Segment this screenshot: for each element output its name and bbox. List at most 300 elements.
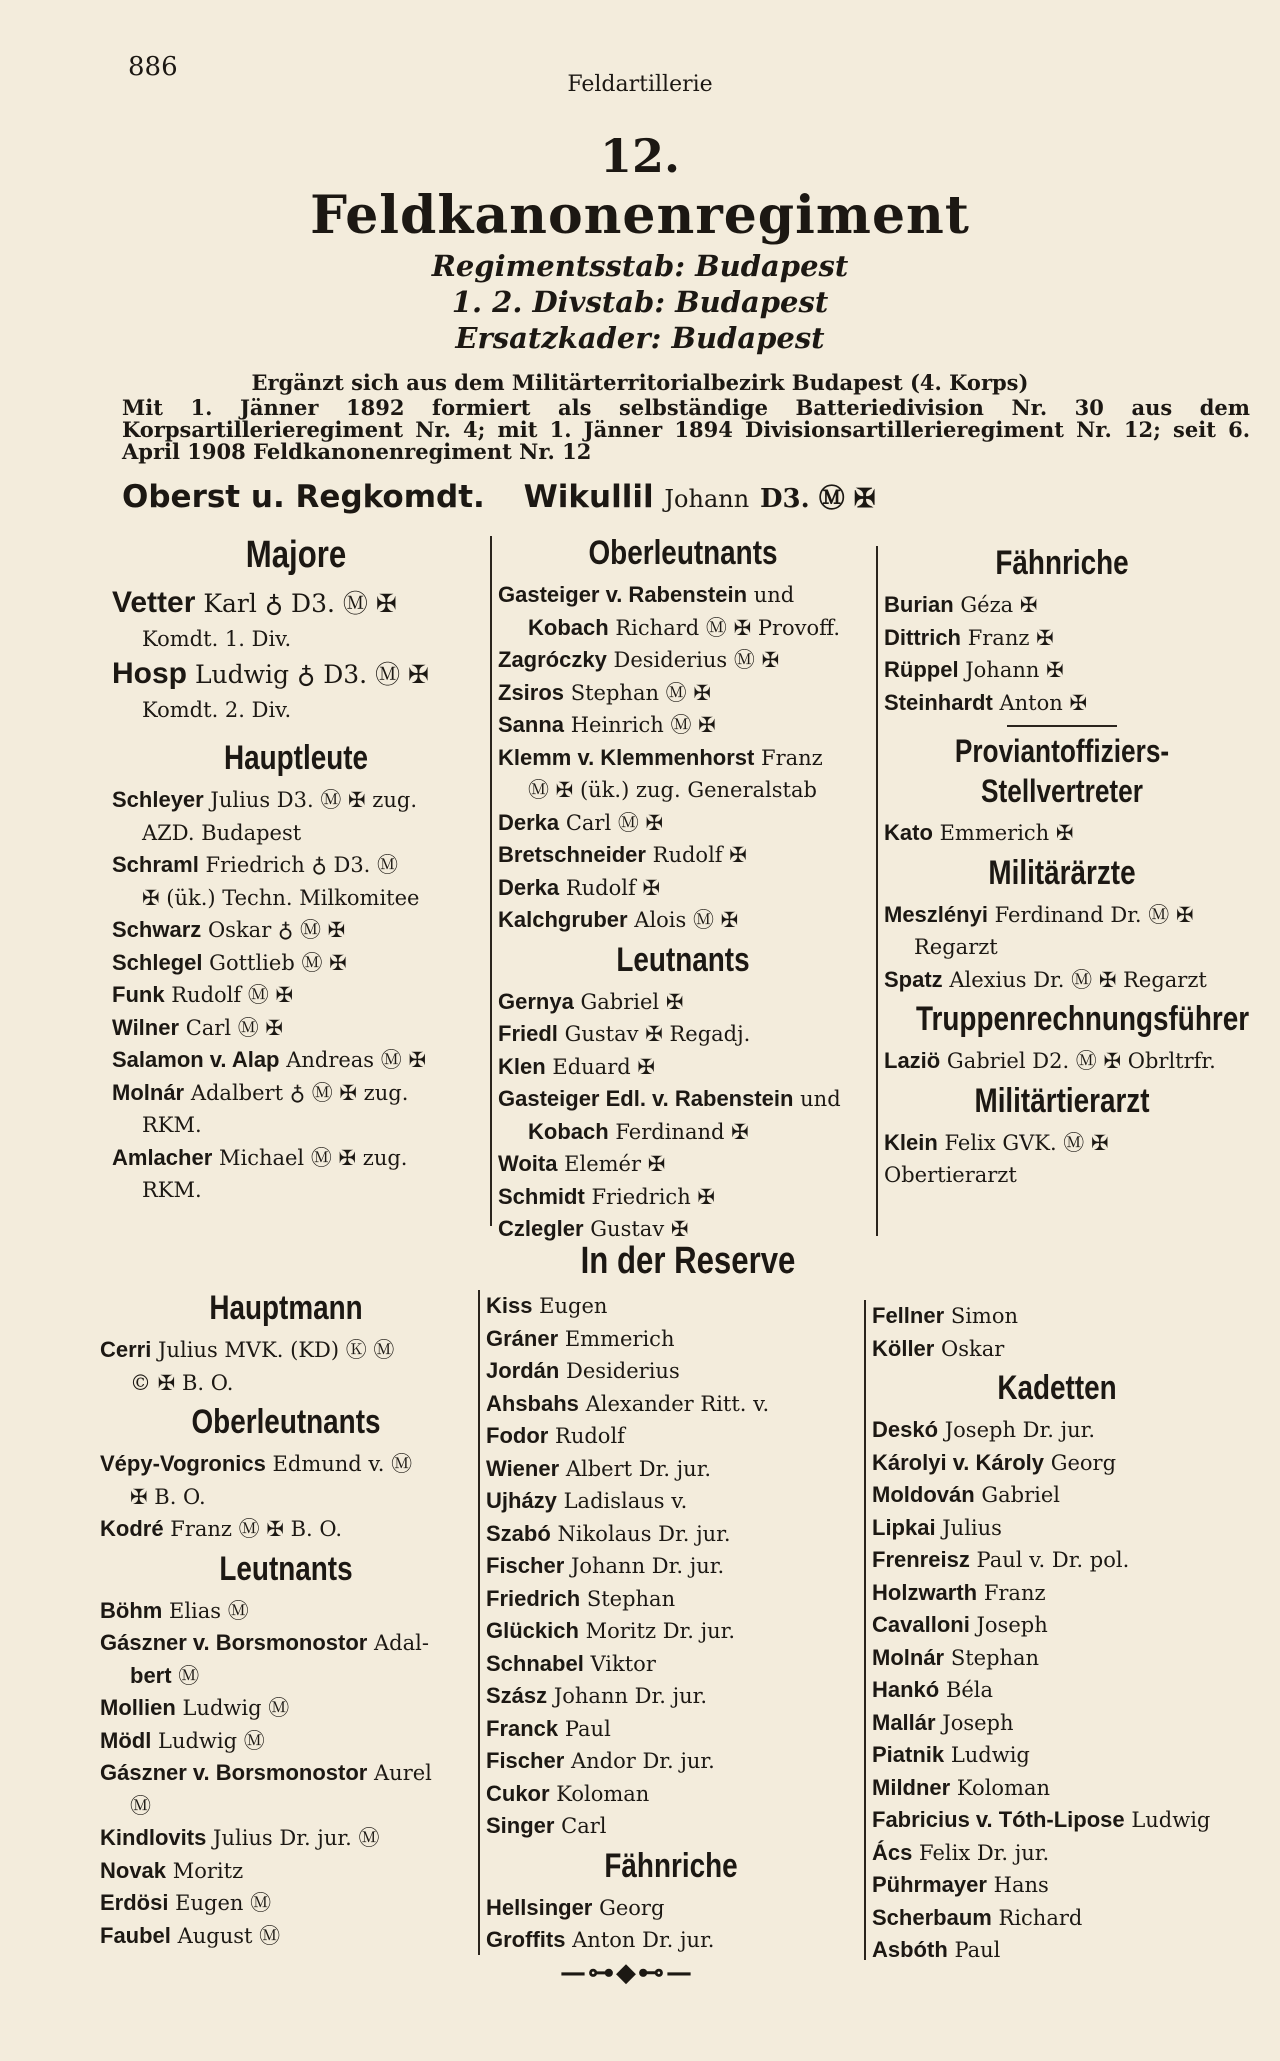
decorations: ✠ [647,1152,666,1176]
first-name: Felix Dr. jur. [919,1840,1050,1865]
decorations: ♁ Ⓜ ✠ zug. [289,1080,409,1105]
surname: Friedl [498,1021,558,1046]
surname: Kiss [486,1293,533,1318]
first-name: und [800,1087,841,1111]
surname: Ujházy [486,1488,557,1513]
list-item [486,1485,856,1518]
list-item [884,589,1240,622]
first-name: Ludwig [950,1743,1030,1767]
list-item [100,1920,472,1953]
surname: Deskó [872,1417,939,1442]
list-item [884,817,1240,850]
surname: Szász [486,1683,548,1708]
first-name: Heinrich [570,713,664,737]
first-name: Rudolf [565,875,636,900]
list-item [486,1892,856,1925]
first-name: Paul [564,1716,611,1741]
decorations: Ⓜ ✠ [301,950,347,975]
first-name: Franz [983,1580,1046,1605]
end-ornament: —⊶◆⊷— [560,1958,694,1988]
first-name: Felix [944,1130,996,1155]
first-name: Alexius Dr. [949,967,1065,992]
surname: Wilner [112,1014,180,1040]
list-kadetten [872,1414,1242,1967]
list-res-leutnants-cont [486,1290,856,1843]
decorations: Ⓜ ✠ [665,680,711,705]
first-name-cont: Ferdinand [615,1119,725,1144]
first-name: Rudolf [652,843,723,867]
continuation: AZD. Budapest [142,820,302,845]
surname: Gernya [498,988,574,1014]
first-name: Alexander Ritt. v. [585,1391,770,1416]
first-name: Oskar [941,1336,1005,1361]
commander-decorations: D3. Ⓜ ✠ [759,484,876,514]
first-name: Oskar [207,918,272,942]
surname: Wiener [486,1455,560,1481]
continuation: ✠ B. O. [130,1484,206,1509]
decorations: ♁ D3. Ⓜ ✠ [297,660,429,689]
first-name: Viktor [590,1651,656,1676]
first-name: Paul [954,1938,1001,1962]
decorations: D3. Ⓜ ✠ zug. [276,788,417,812]
decorations: Ⓜ ✠ [237,1015,284,1040]
surname: Molnár [112,1079,185,1105]
list-item [498,579,868,644]
first-name: Carl [185,1015,232,1040]
first-name: Ludwig [182,1696,262,1720]
surname: Gászner v. Borsmonostor [100,1630,368,1655]
column-active-3 [884,540,1250,1192]
surname: Klein [884,1129,938,1155]
first-name: Karl [203,589,257,618]
list-item [884,654,1240,687]
heading-majore: Majore [245,534,347,576]
continuation: Regarzt [914,935,998,959]
surname: Glückich [486,1618,579,1643]
list-item [498,1148,868,1181]
decorations: ✠ [642,875,661,900]
first-name: Johann Dr. jur. [570,1554,725,1578]
first-name: Ferdinand Dr. [994,902,1142,927]
first-name: Ludwig [194,660,290,689]
surname: Hankó [872,1677,940,1702]
surname: Derka [498,809,560,835]
heading-hauptmann: Hauptmann [209,1289,363,1327]
first-name: Desiderius [566,1359,680,1383]
surname: Schraml [112,852,199,877]
list-item [872,1837,1242,1870]
surname: Derka [498,874,560,900]
surname: Cerri [100,1337,152,1362]
list-item [112,583,480,654]
surname: Sanna [498,712,565,737]
list-item [498,644,868,677]
column-active-1 [112,530,480,1207]
decorations: ✠ [729,843,747,867]
list-item [112,1077,480,1142]
decorations: Ⓜ ✠ Regarzt [1071,967,1207,992]
continuation: RKM. [142,1113,202,1137]
column-reserve-1 [100,1285,472,1952]
list-item [884,1127,1240,1192]
list-item [498,677,868,710]
list-item [486,1323,856,1356]
list-hauptleute [112,784,480,1207]
decorations-cont: Ⓜ ✠ (ük.) zug. Generalstab [528,778,817,802]
column-reserve-3 [872,1300,1242,1967]
surname-cont: Kobach [528,1118,609,1144]
surname: Schnabel [486,1650,584,1676]
heading-res-fahnriche: Fähnriche [604,1846,738,1885]
list-item [100,1448,472,1513]
list-militararzte [884,899,1240,997]
first-name: Albert Dr. jur. [565,1456,712,1481]
surname: Gráner [486,1325,559,1351]
list-item [100,1595,472,1628]
list-item [100,1725,472,1758]
continuation [100,1660,472,1693]
first-name: Moritz Dr. jur. [585,1619,736,1643]
list-item [486,1810,856,1843]
first-name: Michael [218,1145,305,1170]
list-oberleutnants [498,579,868,937]
first-name: Julius [210,788,271,812]
list-item [112,947,480,980]
surname: Mildner [872,1774,951,1800]
first-name: Friedrich [205,853,305,877]
list-item [486,1615,856,1648]
list-item [486,1518,856,1551]
list-item [872,1739,1242,1772]
first-name: Emmerich [939,821,1050,845]
list-item [498,709,868,742]
list-item [486,1453,856,1486]
surname: Böhm [100,1597,163,1623]
list-item [486,1924,856,1957]
list-item [498,807,868,840]
regiment-number: 12. [599,129,681,183]
list-item [884,622,1240,655]
list-item [498,1018,868,1051]
first-name: Johann [965,658,1040,682]
list-item [872,1300,1242,1333]
heading-reserve: In der Reserve [580,1240,796,1282]
list-item [872,1609,1242,1642]
first-name: Franz [170,1517,232,1541]
list-item [486,1420,856,1453]
heading-militartierarzt: Militärtierarzt [974,1081,1150,1120]
list-item [872,1414,1242,1447]
surname: Károlyi v. Károly [872,1449,1044,1475]
surname: Hellsinger [486,1894,593,1920]
first-name-cont: Richard [615,615,700,640]
staff-line: Ersatzkader: Budapest [455,321,825,355]
continuation: © ✠ B. O. [130,1370,234,1395]
list-res-leutnants [100,1595,472,1953]
list-item [872,1577,1242,1610]
first-name: Joseph [976,1613,1048,1637]
column-active-2 [498,530,868,1246]
regiment-name: Feldkanonenregiment [310,185,970,246]
first-name: Eugen [175,1891,244,1915]
heading-kadetten: Kadetten [997,1369,1117,1407]
list-item [872,1707,1242,1740]
first-name: Julius [158,1338,218,1362]
decorations: Ⓜ [358,1826,380,1850]
commander-surname: Wikullil [523,479,654,515]
list-truppenrechnungsfuhrer [884,1045,1240,1078]
decorations: ♁ D3. Ⓜ ✠ [264,589,397,618]
list-item [486,1388,856,1421]
decorations: ✠ [1046,658,1064,682]
first-name: Edmund [272,1452,362,1476]
surname: Fabricius v. Tóth-Lipose [872,1807,1125,1832]
decorations: ✠ [637,1054,655,1079]
first-name: Alois [634,908,687,932]
surname: Dittrich [884,624,961,650]
list-item [872,1869,1242,1902]
surname: Fischer [486,1748,565,1773]
surname: Gasteiger Edl. v. Rabenstein [498,1086,794,1111]
first-name: Gabriel [981,1483,1060,1507]
decorations: Ⓜ ✠ [670,713,716,737]
surname: Fodor [486,1423,549,1448]
first-name: Gustav [590,1217,665,1241]
first-name: August [177,1923,253,1948]
surname: Spatz [884,966,943,992]
decorations: ✠ [1019,593,1038,617]
first-name: Gottlieb [209,950,295,975]
first-name: Stephan [586,1586,676,1611]
surname: Burian [884,592,954,617]
first-name: Richard [998,1905,1083,1930]
surname: Fellner [872,1303,945,1328]
decorations: Ⓜ ✠ [247,983,294,1007]
commander-line [122,478,876,515]
erganzung-line: Ergänzt sich aus dem Militärterritorialbezirk Budapest (4. Korps) [251,370,1029,395]
surname: Steinhardt [884,689,993,715]
first-name: Moritz [172,1858,244,1883]
list-item [100,1887,472,1920]
list-item [100,1334,472,1399]
heading-res-leutnants: Leutnants [219,1549,353,1588]
surname: Vépy-Vogronics [100,1451,266,1476]
surname: Franck [486,1715,559,1741]
list-militartierarzt [884,1127,1240,1192]
first-name: Ludwig [158,1728,238,1753]
decorations: Ⓜ ✠ B. O. [238,1517,343,1541]
surname: Molnár [872,1644,945,1670]
heading-militararzte: Militärärzte [988,853,1136,892]
decorations: Ⓜ ✠ [380,1048,427,1072]
surname: Salamon v. Alap [112,1047,280,1072]
list-item [498,1083,868,1148]
list-item [486,1680,856,1713]
column-rule [876,546,878,1236]
staff-line: Regimentsstab: Budapest [431,249,849,283]
surname: Cukor [486,1780,550,1806]
list-item [100,1822,472,1855]
list-majore [112,583,480,725]
list-item [112,914,480,947]
continuation [498,612,868,645]
first-name: Adalbert [190,1080,284,1105]
surname: Schmidt [498,1183,585,1209]
surname: Cavalloni [872,1612,970,1637]
running-head: Feldartillerie [567,72,713,97]
first-name: Carl [561,1814,607,1838]
first-name: Franz [967,625,1030,650]
continuation [498,774,868,807]
surname: Rüppel [884,657,959,682]
surname: Singer [486,1813,555,1838]
decorations-cont: Ⓜ [178,1663,200,1688]
decorations: ✠ [1055,821,1074,845]
surname: Scherbaum [872,1904,992,1930]
first-name: Simon [950,1304,1019,1328]
title-block [0,128,1280,356]
first-name: Anton Dr. jur. [572,1928,715,1952]
list-item [498,839,868,872]
first-name: Joseph Dr. jur. [944,1418,1096,1442]
decorations: Ⓜ [227,1598,249,1623]
list-item [872,1544,1242,1577]
list-item [100,1513,472,1546]
first-name: Paul v. Dr. pol. [976,1548,1130,1572]
list-item [872,1804,1242,1837]
decorations: ✠ Regadj. [645,1022,751,1046]
list-item [872,1772,1242,1805]
surname: Szabó [486,1520,551,1546]
list-item [498,1181,868,1214]
decorations: Ⓜ ✠ [693,908,739,932]
surname: Ács [872,1839,913,1865]
continuation [498,1116,868,1149]
first-name: Eduard [552,1054,631,1079]
surname: Holzwarth [872,1579,978,1605]
list-item [872,1479,1242,1512]
list-item [498,904,868,937]
first-name: Rudolf [555,1424,625,1448]
surname: Gászner v. Borsmonostor [100,1760,368,1785]
list-item [884,1045,1240,1078]
heading-truppenrechnungsfuhrer: Truppenrechnungsführer [916,1000,1250,1038]
surname-cont: bert [130,1662,172,1688]
first-name: Georg [1050,1450,1117,1475]
surname: Mödl [100,1727,152,1753]
surname: Groffits [486,1927,566,1952]
decorations: Ⓜ [243,1728,265,1753]
first-name: Rudolf [171,983,242,1007]
list-item [100,1627,472,1692]
list-item [872,1934,1242,1967]
decorations: GVK. Ⓜ ✠ Obertierarzt [884,1130,1109,1187]
surname: Kato [884,820,933,845]
surname: Amlacher [112,1144,213,1170]
surname: Erdösi [100,1890,169,1915]
heading-hauptleute: Hauptleute [223,739,369,777]
surname: Mollien [100,1695,176,1720]
list-fahnriche [884,589,1240,719]
first-name: Stephan [950,1645,1040,1670]
first-name: Anton [999,690,1063,715]
decorations: Ⓜ ✠ zug. [310,1145,408,1170]
first-name: Eugen [539,1294,608,1318]
first-name: Julius Dr. jur. [213,1826,352,1850]
list-item [872,1447,1242,1480]
first-name: Andreas [286,1048,375,1072]
first-name: Franz [761,745,823,770]
surname: Kodré [100,1516,164,1541]
surname: Gasteiger v. Rabenstein [498,582,748,607]
list-item [112,784,480,849]
first-name: Nikolaus Dr. jur. [557,1521,731,1546]
list-item [872,1902,1242,1935]
decorations: ♁ D3. Ⓜ [311,853,399,877]
list-item [112,1142,480,1207]
first-name: Ludwig [1131,1808,1211,1832]
sub-line: Komdt. 2. Div. [142,698,292,722]
surname: Schleyer [112,787,204,812]
first-name: Koloman [956,1775,1051,1800]
surname: Mallár [872,1709,936,1735]
first-name: Gustav [564,1022,639,1046]
surname: Funk [112,982,165,1007]
heading-oberleutnants: Oberleutnants [588,534,778,572]
page-number: 886 [128,52,178,82]
surname: Woita [498,1151,558,1176]
surname: Novak [100,1857,167,1883]
decorations: v. Ⓜ [368,1452,413,1476]
list-item [498,742,868,807]
continuation: ✠ (ük.) Techn. Milkomitee [142,885,420,910]
first-name: Gabriel [946,1049,1026,1073]
first-name: Emmerich [564,1326,675,1351]
list-res-oberleutnants [100,1448,472,1546]
sub-line: Komdt. 1. Div. [142,627,292,651]
first-name: Gabriel [580,989,660,1014]
surname: Zsiros [498,679,565,705]
surname: Pührmayer [872,1872,987,1897]
first-name: Johann Dr. jur. [553,1684,708,1708]
decorations: ✠ [1036,625,1054,650]
heading-res-oberleutnants: Oberleutnants [191,1403,381,1441]
surname: Faubel [100,1922,171,1948]
continuation [100,1790,472,1823]
surname: Bretschneider [498,842,646,867]
surname: Kindlovits [100,1825,207,1850]
decorations: Ⓜ ✠ [617,810,664,835]
first-name: Joseph [942,1710,1014,1735]
first-name: und [753,583,795,607]
decorations: Ⓜ ✠ [1148,902,1194,927]
decorations: Ⓜ [250,1891,272,1915]
list-item [112,849,480,914]
first-name: Friedrich [591,1184,691,1209]
first-name: Géza [960,593,1014,617]
surname: Moldován [872,1482,975,1507]
surname: Vetter [112,586,196,619]
divider [1007,725,1117,727]
list-item [112,654,480,725]
list-item [486,1550,856,1583]
surname: Frenreisz [872,1547,970,1572]
list-item [486,1355,856,1388]
surname: Laziö [884,1048,941,1073]
list-item [112,1044,480,1077]
list-proviant [884,817,1240,850]
decorations: MVK. (KD) Ⓚ Ⓜ [224,1338,395,1362]
